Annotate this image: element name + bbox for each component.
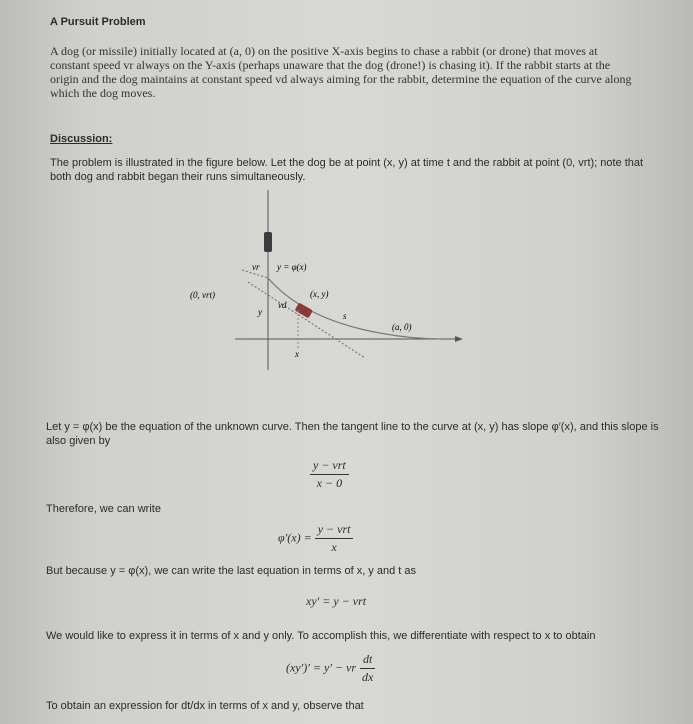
pursuit-curve: [268, 278, 442, 339]
tangent-line: [248, 282, 365, 358]
pursuit-figure: [180, 190, 470, 375]
eq2-denominator: x: [331, 540, 337, 554]
therefore-text: Therefore, we can write: [46, 503, 161, 515]
obtain-text: To obtain an expression for dt/dx in terms of x and y, observe that: [46, 700, 364, 712]
x-axis-arrow: [455, 336, 463, 342]
equation-xy-prime: xy′ = y − vrt: [306, 594, 367, 608]
eq4-denominator: dx: [362, 670, 374, 684]
curve-paragraph: Let y = φ(x) be the equation of the unknown curve. Then the tangent line to the curve at (x, y) has slope φ′(x), and this slope is also given by: [46, 421, 659, 447]
dog-marker: [295, 303, 313, 319]
eq4-lhs: (xy′)′ = y′ − vr: [286, 660, 357, 675]
intro-paragraph: A dog (or missile) initially located at (a, 0) on the positive X-axis begins to chase a rabbit (or drone) that moves at constant speed vr always on the Y-axis (perhaps unaware that the dog (drone!) is chasing it). If the rabbit starts at the origin and the dog maintains at constant speed vd always aiming for the rabbit, determine the equation of the curve along which the dog moves.: [50, 44, 632, 100]
label-vr: vr: [252, 262, 260, 272]
label-y: y: [258, 307, 262, 317]
discussion-paragraph: The problem is illustrated in the figure below. Let the dog be at point (x, y) at time t and the rabbit at point (0, vrt); note that both dog and rabbit began their runs simultaneously.: [50, 157, 644, 183]
equation-phi-prime: [278, 522, 353, 555]
page-title: A Pursuit Problem: [50, 16, 146, 28]
equation-derivative: [286, 652, 376, 685]
eq2-numerator: y − vrt: [315, 522, 354, 539]
eq2-lhs: φ′(x) =: [278, 530, 312, 545]
label-dog-point: (x, y): [310, 289, 329, 299]
rabbit-marker: [264, 232, 272, 252]
equation-slope: [310, 458, 349, 491]
label-vd: vd: [278, 300, 287, 310]
label-s: s: [343, 311, 347, 321]
label-curve: y = φ(x): [277, 262, 307, 272]
eq1-numerator: y − vrt: [310, 458, 349, 475]
because-text: But because y = φ(x), we can write the last equation in terms of x, y and t as: [46, 565, 417, 577]
discussion-heading: Discussion:: [50, 133, 113, 145]
eq4-numerator: dt: [360, 652, 375, 669]
express-text: We would like to express it in terms of x and y only. To accomplish this, we differentiate with respect to x to obtain: [46, 630, 596, 642]
label-rabbit-point: (0, vrt): [190, 290, 215, 300]
label-x: x: [295, 349, 299, 359]
label-a0: (a, 0): [392, 322, 412, 332]
eq1-denominator: x − 0: [316, 476, 343, 490]
